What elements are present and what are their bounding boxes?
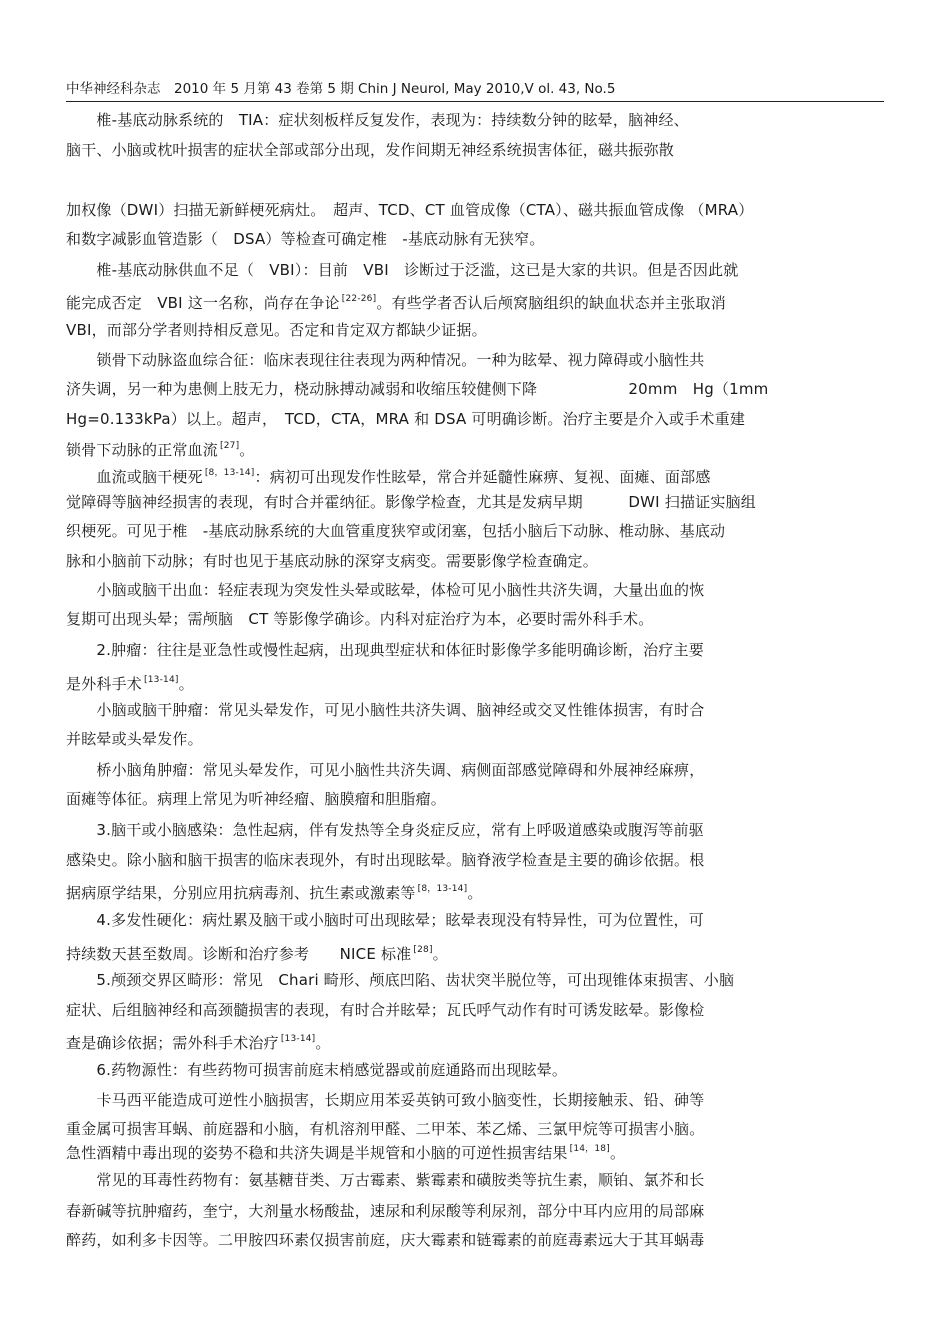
text-line bbox=[66, 1139, 625, 1163]
line-text: 春新碱等抗肿瘤药，奎宁，大剂量水杨酸盐，速尿和利尿酸等利尿剂，部分中耳内应用的局部麻 bbox=[66, 1202, 705, 1220]
line-text: 脉和小脑前下动脉；有时也见于基底动脉的深穿支病变。需要影像学检查确定。 bbox=[66, 552, 599, 570]
line-text: 2.肿瘤：往往是亚急性或慢性起病，出现典型症状和体征时影像学多能明确诊断，治疗主要 bbox=[66, 641, 704, 659]
text-line bbox=[66, 609, 653, 629]
text-line bbox=[66, 436, 255, 460]
text-line bbox=[66, 1230, 704, 1250]
text-line bbox=[66, 640, 704, 660]
header-rule bbox=[66, 101, 884, 102]
text-line bbox=[66, 1119, 704, 1139]
text-line bbox=[66, 492, 756, 512]
line-text: 小脑或脑干肿瘤：常见头晕发作，可见小脑性共济失调、脑神经或交叉性锥体损害，有时合 bbox=[66, 701, 705, 719]
text-line bbox=[66, 260, 738, 280]
line-text: 和数字减影血管造影（ DSA）等检查可确定椎 -基底动脉有无狭窄。 bbox=[66, 230, 545, 248]
line-text: 感染史。除小脑和脑干损害的临床表现外，有时出现眩晕。脑脊液学检查是主要的确诊依据。根 bbox=[66, 851, 705, 869]
line-text: VBI，而部分学者则持相反意见。否定和肯定双方都缺少证据。 bbox=[66, 321, 487, 339]
line-text: 血流或脑干梗死 bbox=[66, 468, 203, 486]
text-line bbox=[66, 229, 545, 249]
text-line bbox=[66, 1029, 331, 1053]
line-text: 急性酒精中毒出现的姿势不稳和共济失调是半规管和小脑的可逆性损害结果 bbox=[66, 1144, 568, 1162]
text-line bbox=[66, 551, 598, 571]
line-text: 4.多发性硬化：病灶累及脑干或小脑时可出现眩晕；眩晕表现没有特异性，可为位置性，可 bbox=[66, 911, 704, 929]
line-text: 锁骨下动脉盗血综合征：临床表现往往表现为两种情况。一种为眩晕、视力障碍或小脑性共 bbox=[66, 351, 705, 369]
line-text-after: 。有些学者否认后颅窝脑组织的缺血状态并主张取消 bbox=[376, 294, 726, 312]
line-text: 卡马西平能造成可逆性小脑损害，长期应用苯妥英钠可致小脑变性，长期接触汞、铅、砷等 bbox=[66, 1091, 705, 1109]
line-text-after: ：病初可出现发作性眩晕，常合并延髓性麻痹、复视、面瘫、面部感 bbox=[254, 468, 711, 486]
line-text: 加权像（DWI）扫描无新鲜梗死病灶。 超声、TCD、CT 血管成像（CTA）、磁共振血管成像 （MRA） bbox=[66, 201, 754, 219]
line-text: 觉障碍等脑神经损害的表现，有时合并霍纳征。影像学检查，尤其是发病早期 DWI 扫描证实脑组 bbox=[66, 493, 756, 511]
text-line bbox=[66, 409, 745, 429]
text-line bbox=[66, 1170, 704, 1190]
text-line bbox=[66, 820, 704, 840]
citation-ref: [22-26] bbox=[341, 294, 377, 304]
line-text: 5.颅颈交界区畸形：常见 Chari 畸形、颅底凹陷、齿状突半脱位等，可出现锥体束损害、小脑 bbox=[66, 971, 735, 989]
text-line bbox=[66, 670, 194, 694]
text-line bbox=[66, 910, 704, 930]
text-line bbox=[66, 140, 674, 160]
citation-ref: [28] bbox=[413, 945, 433, 955]
line-text: 织梗死。可见于椎 -基底动脉系统的大血管重度狭窄或闭塞，包括小脑后下动脉、椎动脉、基底动 bbox=[66, 522, 726, 540]
line-text: 脑干、小脑或枕叶损害的症状全部或部分出现，发作间期无神经系统损害体征，磁共振弥散 bbox=[66, 141, 675, 159]
text-line bbox=[66, 110, 689, 130]
text-line bbox=[66, 850, 704, 870]
citation-ref: [8，13-14] bbox=[204, 468, 255, 478]
line-text: 济失调，另一种为患侧上肢无力，桡动脉搏动减弱和收缩压较健侧下降 20mm Hg（1mm bbox=[66, 380, 769, 398]
line-text: 3.脑干或小脑感染：急性起病，伴有发热等全身炎症反应，常有上呼吸道感染或腹泻等前驱 bbox=[66, 821, 704, 839]
line-text-after: 。 bbox=[178, 675, 194, 693]
line-text: 查是确诊依据；需外科手术治疗 bbox=[66, 1034, 279, 1052]
line-text: 是外科手术 bbox=[66, 675, 143, 693]
citation-ref: [13-14] bbox=[280, 1034, 316, 1044]
line-text: 常见的耳毒性药物有：氨基糖苷类、万古霉素、紫霉素和磺胺类等抗生素，顺铂、氯芥和长 bbox=[66, 1171, 705, 1189]
text-line bbox=[66, 940, 448, 964]
text-line bbox=[66, 350, 704, 370]
line-text: 桥小脑角肿瘤：常见头晕发作，可见小脑性共济失调、病侧面部感觉障碍和外展神经麻痹， bbox=[66, 761, 705, 779]
line-text-after: 。 bbox=[609, 1144, 626, 1162]
line-text: 锁骨下动脉的正常血流 bbox=[66, 441, 219, 459]
text-line bbox=[66, 200, 753, 220]
text-line bbox=[66, 700, 704, 720]
text-line bbox=[66, 760, 704, 780]
text-line bbox=[66, 289, 726, 313]
line-text: 持续数天甚至数周。诊断和治疗参考 NICE 标准 bbox=[66, 945, 412, 963]
line-text-after: 。 bbox=[467, 884, 483, 902]
citation-ref: [27] bbox=[220, 441, 240, 451]
line-text: 能完成否定 VBI 这一名称，尚存在争论 bbox=[66, 294, 340, 312]
line-text-after: 。 bbox=[239, 441, 255, 459]
line-text: 面瘫等体征。病理上常见为听神经瘤、脑膜瘤和胆脂瘤。 bbox=[66, 790, 447, 808]
line-text: 6.药物源性：有些药物可损害前庭末梢感觉器或前庭通路而出现眩晕。 bbox=[66, 1061, 568, 1079]
text-line bbox=[66, 1060, 567, 1080]
line-text: Hg=0.133kPa）以上。超声， TCD，CTA，MRA 和 DSA 可明确诊断。治疗主要是介入或手术重建 bbox=[66, 410, 746, 428]
line-text: 醉药，如利多卡因等。二甲胺四环素仅损害前庭，庆大霉素和链霉素的前庭毒素远大于其耳蜗毒 bbox=[66, 1231, 705, 1249]
line-text: 症状、后组脑神经和高颈髓损害的表现，有时合并眩晕；瓦氏呼气动作有时可诱发眩晕。影像检 bbox=[66, 1001, 705, 1019]
text-line bbox=[66, 789, 446, 809]
line-text-after: 。 bbox=[432, 945, 448, 963]
citation-ref: [14，18] bbox=[569, 1144, 610, 1154]
text-line bbox=[66, 379, 768, 399]
line-text: 重金属可损害耳蜗、前庭器和小脑，有机溶剂甲醛、二甲苯、苯乙烯、三氯甲烷等可损害小脑。 bbox=[66, 1120, 705, 1138]
text-line bbox=[66, 879, 483, 903]
citation-ref: [8，13-14] bbox=[417, 884, 468, 894]
text-line bbox=[66, 1090, 704, 1110]
text-line bbox=[66, 1201, 704, 1221]
line-text: 据病原学结果，分别应用抗病毒剂、抗生素或激素等 bbox=[66, 884, 416, 902]
text-line bbox=[66, 463, 711, 487]
text-line bbox=[66, 521, 725, 541]
line-text: 椎-基底动脉供血不足（ VBI）：目前 VBI 诊断过于泛滥，这已是大家的共识。但是否因此就 bbox=[66, 261, 739, 279]
text-line bbox=[66, 1000, 704, 1020]
journal-header: 中华神经科杂志 2010 年 5 月第 43 卷第 5 期 Chin J Neurol, May 2010,V ol. 43, No.5 bbox=[66, 81, 616, 97]
line-text: 椎-基底动脉系统的 TIA：症状刻板样反复发作，表现为：持续数分钟的眩晕，脑神经、 bbox=[66, 111, 689, 129]
citation-ref: [13-14] bbox=[144, 675, 179, 685]
line-text: 并眩晕或头晕发作。 bbox=[66, 730, 203, 748]
line-text: 小脑或脑干出血：轻症表现为突发性头晕或眩晕，体检可见小脑性共济失调，大量出血的恢 bbox=[66, 581, 705, 599]
line-text-after: 。 bbox=[315, 1034, 331, 1052]
line-text: 复期可出现头晕；需颅脑 CT 等影像学确诊。内科对症治疗为本，必要时需外科手术。 bbox=[66, 610, 654, 628]
text-line bbox=[66, 970, 734, 990]
text-line bbox=[66, 580, 704, 600]
text-line bbox=[66, 729, 203, 749]
text-line bbox=[66, 320, 487, 340]
